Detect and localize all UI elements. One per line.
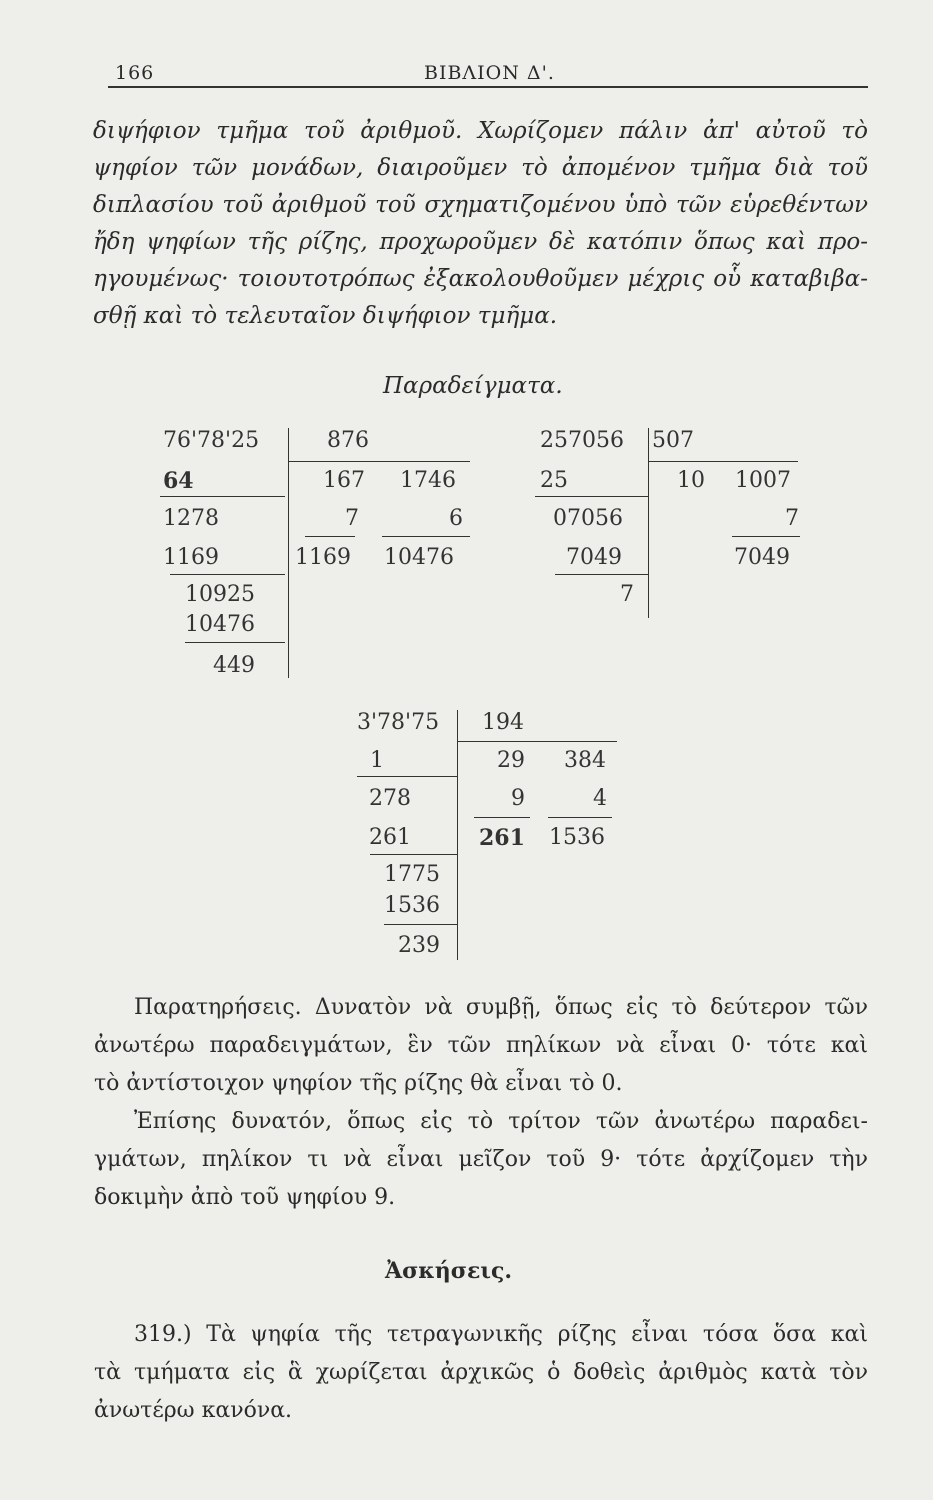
ex3-rule — [357, 776, 457, 777]
ex3-rule — [384, 924, 457, 925]
ex3-rule — [548, 817, 612, 818]
ex3-step: 278 — [369, 786, 411, 811]
ex3-rule — [457, 741, 617, 742]
ex2-root: 507 — [652, 428, 694, 453]
ex3-radicand: 3'78'75 — [357, 710, 440, 735]
ex1-rule — [170, 574, 285, 575]
ex3-cell: 9 — [511, 786, 525, 811]
intro-line: διπλασίου τοῦ ἀριθμοῦ τοῦ σχηματιζομένου ὑπὸ τῶν εὑρεθέντων — [93, 192, 868, 218]
ex3-step: 261 — [369, 825, 411, 850]
ex1-step: 1169 — [163, 545, 219, 570]
exercise-line: 319.) Τὰ ψηφία τῆς τετραγωνικῆς ρίζης εἶναι τόσα ὅσα καὶ — [134, 1322, 868, 1347]
ex1-cell: 167 — [323, 468, 365, 493]
ex3-step: 1 — [370, 748, 384, 773]
ex3-cell: 4 — [593, 786, 607, 811]
ex1-cell: 6 — [449, 506, 463, 531]
ex1-rule — [382, 536, 470, 537]
ex1-rule — [185, 642, 285, 643]
exercise-line: ἀνωτέρω κανόνα. — [94, 1398, 293, 1423]
ex2-rule — [732, 536, 800, 537]
ex3-vertical-rule — [457, 710, 458, 960]
ex3-root: 194 — [482, 710, 524, 735]
ex1-cell: 1746 — [400, 468, 456, 493]
ex2-step: 25 — [540, 468, 568, 493]
ex2-radicand: 257056 — [540, 428, 624, 453]
ex1-cell: 1169 — [295, 545, 351, 570]
running-title: ΒΙΒΛΙΟΝ Δ'. — [424, 62, 555, 84]
ex2-rule — [648, 461, 798, 462]
ex2-rule — [555, 574, 648, 575]
ex3-rule — [474, 817, 530, 818]
ex1-rule — [288, 461, 470, 462]
header-rule — [108, 86, 868, 88]
ex3-cell: 1536 — [549, 825, 605, 850]
ex2-rule — [535, 496, 648, 497]
ex1-step: 10476 — [185, 612, 255, 637]
ex3-cell: 384 — [564, 748, 606, 773]
ex1-root: 876 — [327, 428, 369, 453]
remarks-line: Παρατηρήσεις. Δυνατὸν νὰ συμβῇ, ὅπως εἰς τὸ δεύτερον τῶν — [134, 995, 868, 1020]
page-number: 166 — [115, 62, 155, 84]
remarks-line: ἀνωτέρω παραδειγμάτων, ἓν τῶν πηλίκων νὰ εἶναι 0· τότε καὶ — [94, 1033, 868, 1058]
exercise-line: τὰ τμήματα εἰς ἃ χωρίζεται ἀρχικῶς ὁ δοθεὶς ἀριθμὸς κατὰ τὸν — [94, 1360, 868, 1385]
ex3-remainder: 239 — [398, 933, 440, 958]
ex3-rule — [370, 854, 457, 855]
intro-line: ψηφίον τῶν μονάδων, διαιροῦμεν τὸ ἀπομένον τμῆμα διὰ τοῦ — [93, 155, 868, 181]
ex3-step: 1775 — [384, 862, 440, 887]
remarks-line: δοκιμὴν ἀπὸ τοῦ ψηφίου 9. — [94, 1185, 396, 1210]
ex1-rule — [305, 536, 355, 537]
ex1-rule — [160, 496, 285, 497]
ex3-cell: 261 — [479, 825, 525, 851]
remarks-line: γμάτων, πηλίκον τι νὰ εἶναι μεῖζον τοῦ 9· τότε ἀρχίζομεν τὴν — [94, 1147, 868, 1172]
examples-title: Παραδείγματα. — [383, 373, 563, 399]
ex2-cell: 10 — [677, 468, 705, 493]
intro-line: διψήφιον τμῆμα τοῦ ἀριθμοῦ. Χωρίζομεν πάλιν ἀπ' αὐτοῦ τὸ — [93, 118, 868, 144]
ex1-vertical-rule — [288, 428, 289, 678]
ex3-step: 1536 — [384, 893, 440, 918]
ex2-remainder: 7 — [620, 582, 634, 607]
ex3-cell: 29 — [497, 748, 525, 773]
remarks-line: τὸ ἀντίστοιχον ψηφίον τῆς ρίζης θὰ εἶναι τὸ 0. — [94, 1071, 623, 1096]
intro-line: σθῇ καὶ τὸ τελευταῖον διψήφιον τμῆμα. — [93, 303, 558, 329]
ex1-cell: 7 — [345, 506, 359, 531]
ex1-step: 1278 — [163, 506, 219, 531]
ex1-radicand: 76'78'25 — [163, 428, 260, 453]
remarks-line: Ἐπίσης δυνατόν, ὅπως εἰς τὸ τρίτον τῶν ἀνωτέρω παραδει- — [134, 1109, 868, 1134]
ex1-step: 10925 — [185, 582, 255, 607]
exercises-title: Ἀσκήσεις. — [385, 1258, 513, 1284]
ex2-vertical-rule — [648, 428, 649, 618]
ex2-step: 7049 — [566, 545, 622, 570]
ex1-cell: 10476 — [384, 545, 454, 570]
ex1-remainder: 449 — [213, 653, 255, 678]
ex2-cell: 1007 — [735, 468, 791, 493]
ex1-step: 64 — [163, 468, 194, 494]
ex2-cell: 7 — [785, 506, 799, 531]
intro-line: ἤδη ψηφίων τῆς ρίζης, προχωροῦμεν δὲ κατόπιν ὅπως καὶ προ- — [93, 229, 868, 255]
intro-line: ηγουμένως· τοιουτοτρόπως ἐξακολουθοῦμεν μέχρις οὗ καταβιβα- — [93, 266, 868, 292]
ex2-step: 07056 — [553, 506, 623, 531]
ex2-cell: 7049 — [734, 545, 790, 570]
